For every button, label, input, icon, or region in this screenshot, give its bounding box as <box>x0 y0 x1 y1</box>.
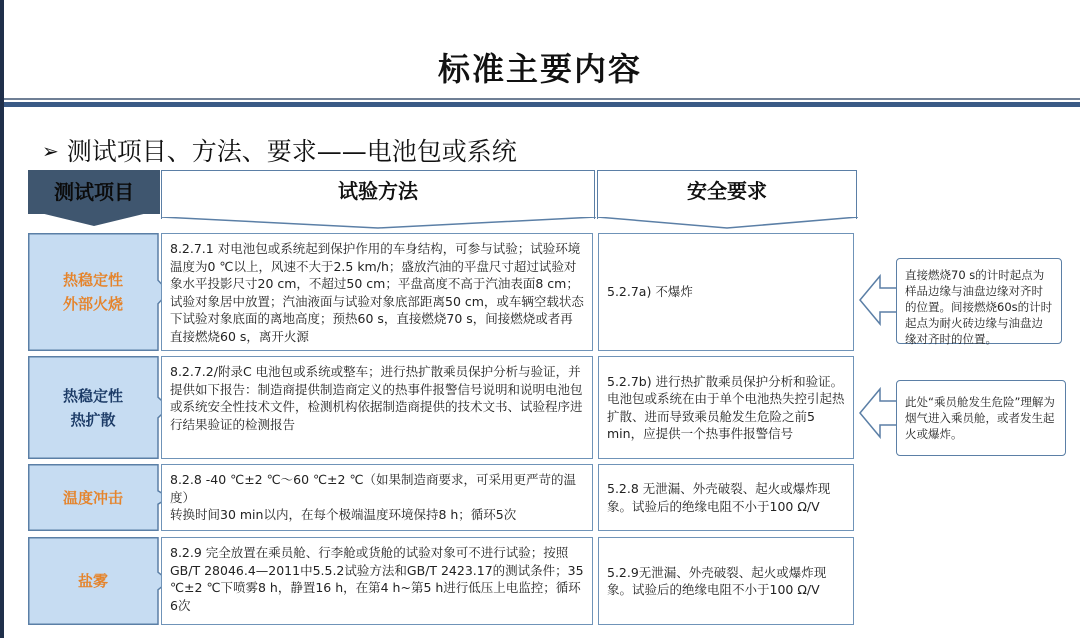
header-method <box>161 170 595 219</box>
row-method-3: 8.2.8 -40 ℃±2 ℃～60 ℃±2 ℃（如果制造商要求，可采用更严苛的温度） 转换时间30 min以内，在每个极端温度环境保持8 h；循环5次 <box>161 464 593 531</box>
row-method-1: 8.2.7.1 对电池包或系统起到保护作用的车身结构，可参与试验；试验环境温度为0 ℃以上，风速不大于2.5 km/h；盛放汽油的平盘尺寸超过试验对象水平投影尺寸20 cm，不超过50 cm；平盘高度不高于汽油表面8 cm；试验对象居中放置；汽油液面与试验对象底部距离50 cm，或车辆空载状态下试验对象底面的离地高度；预热60 s，直接燃烧70 s，间接燃烧或者再直接燃烧60 s，离开火源 <box>161 233 593 351</box>
row-label-line: 热扩散 <box>70 410 116 429</box>
row-label-line: 热稳定性 <box>62 386 123 405</box>
section-subtitle <box>42 132 517 168</box>
row-label-3 <box>28 464 158 531</box>
row-requirement-text: 5.2.8 无泄漏、外壳破裂、起火或爆炸现象。试验后的绝缘电阻不小于100 Ω/V <box>607 481 831 514</box>
header-method-chevron <box>161 217 596 229</box>
row-requirement-text: 5.2.9无泄漏、外壳破裂、起火或爆炸现象。试验后的绝缘电阻不小于100 Ω/V <box>607 564 827 597</box>
page-title: 标准主要内容 <box>437 50 642 88</box>
note-2 <box>896 380 1066 456</box>
header-method-label: 试验方法 <box>338 179 418 203</box>
row-requirement-text: 5.2.7b) 进行热扩散乘员保护分析和验证。电池包或系统在由于单个电池热失控引起热扩散、进而导致乘员舱发生危险之前5 min，应提供一个热事件报警信号 <box>607 373 845 441</box>
row-method-4: 8.2.9 完全放置在乘员舱、行李舱或货舱的试验对象可不进行试验；按照GB/T 28046.4—2011中5.5.2试验方法和GB/T 2423.17的测试条件；35 ℃±2 ℃下喷雾8 h，静置16 h，在第4 h~第5 h进行低压上电监控；循环6次 <box>161 537 593 625</box>
title-divider-thick <box>4 102 1080 107</box>
row-requirement-3 <box>598 464 854 531</box>
row-label-line: 外部火烧 <box>62 295 123 313</box>
slide-left-edge <box>0 0 4 638</box>
header-item: 测试项目 <box>54 180 134 204</box>
title-divider-thin <box>4 98 1080 100</box>
row-requirement-1 <box>598 233 854 351</box>
row-label-line: 温度冲击 <box>62 488 123 507</box>
row-method-2: 8.2.7.2/附录C 电池包或系统或整车；进行热扩散乘员保护分析与验证，并提供如下报告：制造商提供制造商定义的热事件报警信号说明和说明电池包或系统安全性技术文件，检测机构依据制造商提供的技术文书、试验程序进行结果验证的检测报告 <box>161 356 593 459</box>
row-label-2 <box>28 356 158 459</box>
header-requirement <box>597 170 857 219</box>
row-requirement-4 <box>598 537 854 625</box>
row-requirement-text: 5.2.7a) 不爆炸 <box>607 284 693 300</box>
subtitle-text: 测试项目、方法、要求——电池包或系统 <box>66 137 517 166</box>
row-label-4 <box>28 537 158 625</box>
note-2-text: 此处“乘员舱发生危险”理解为烟气进入乘员舱，或者发生起火或爆炸。 <box>905 395 1055 441</box>
header-requirement-chevron <box>597 217 858 229</box>
row-requirement-2 <box>598 356 854 459</box>
bullet-arrow-icon: ➢ <box>42 139 59 163</box>
header-requirement-label: 安全要求 <box>687 179 767 203</box>
note-1: 直接燃烧70 s的计时起点为样品边缘与油盘边缘对齐时的位置。间接燃烧60s的计时起点为耐火砖边缘与油盘边缘对齐时的位置。 <box>896 258 1062 344</box>
row-label-line: 盐雾 <box>77 572 108 590</box>
row-label-1 <box>28 233 158 351</box>
row-label-line: 热稳定性 <box>62 271 123 289</box>
